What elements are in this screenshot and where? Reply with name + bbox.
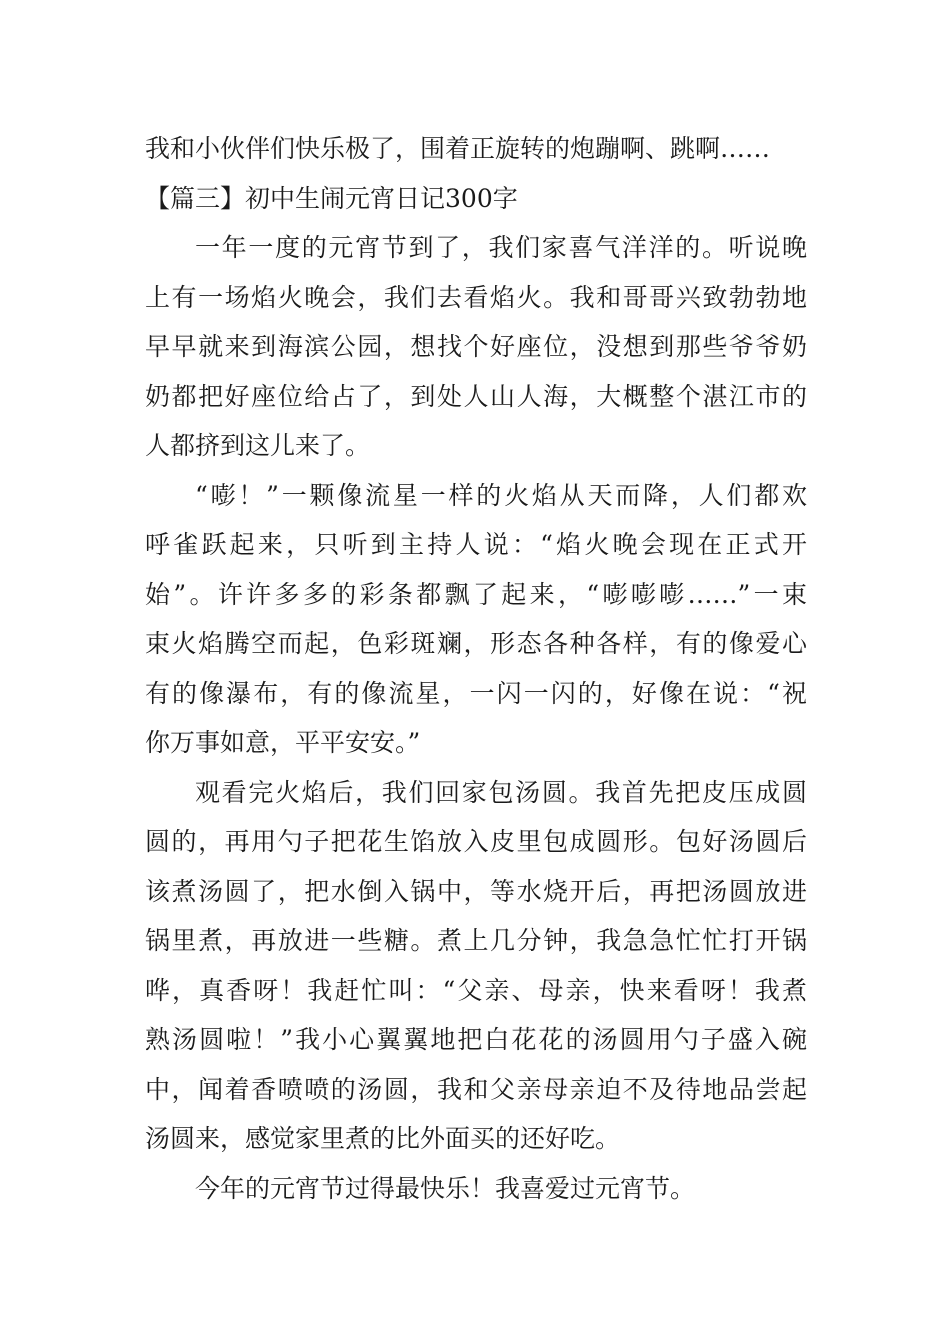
paragraph-line: 汤圆来，感觉家里煮的比外面买的还好吃。 <box>145 1124 621 1153</box>
paragraph-2 <box>145 471 807 768</box>
section-heading: 【篇三】初中生闹元宵日记300字 <box>145 183 518 213</box>
paragraph-line: 你万事如意，平平安安。” <box>145 728 421 757</box>
paragraph-line: 奶都把好座位给占了，到处人山人海，大概整个湛江市的 <box>145 381 807 411</box>
paragraph-line: 该煮汤圆了，把水倒入锅中，等水烧开后，再把汤圆放进 <box>145 876 807 906</box>
paragraph-4 <box>145 1164 807 1214</box>
paragraph-line: 早早就来到海滨公园，想找个好座位，没想到那些爷爷奶 <box>145 332 807 361</box>
continuation-line: 我和小伙伴们快乐极了，围着正旋转的炮蹦啊、跳啊…… <box>145 134 771 163</box>
paragraph-line: 始”。许许多多的彩条都飘了起来，“嘭嘭嘭……”一束 <box>145 579 807 609</box>
paragraph-line: 一年一度的元宵节到了，我们家喜气洋洋的。听说晚 <box>195 233 807 262</box>
paragraph-line: 哗，真香呀！我赶忙叫：“父亲、母亲，快来看呀！我煮 <box>145 975 807 1005</box>
paragraph-line: 圆的，再用勺子把花生馅放入皮里包成圆形。包好汤圆后 <box>145 827 807 856</box>
paragraph-line: 观看完火焰后，我们回家包汤圆。我首先把皮压成圆 <box>195 777 807 807</box>
paragraph-3 <box>145 768 807 1164</box>
paragraph-line: 中，闻着香喷喷的汤圆，我和父亲母亲迫不及待地品尝起 <box>145 1074 807 1104</box>
document-body <box>145 124 807 1213</box>
paragraph-line: 束火焰腾空而起，色彩斑斓，形态各种各样，有的像爱心 <box>145 629 807 658</box>
paragraph-line: 人都挤到这儿来了。 <box>145 431 371 460</box>
paragraph-1 <box>145 223 807 471</box>
paragraph-line: 熟汤圆啦！”我小心翼翼地把白花花的汤圆用勺子盛入碗 <box>145 1025 807 1054</box>
paragraph-line: “嘭！”一颗像流星一样的火焰从天而降，人们都欢 <box>195 480 807 510</box>
paragraph-line: 锅里煮，再放进一些糖。煮上几分钟，我急急忙忙打开锅 <box>145 926 807 955</box>
paragraph-line: 呼雀跃起来，只听到主持人说：“焰火晚会现在正式开 <box>145 530 807 559</box>
paragraph-line: 上有一场焰火晚会，我们去看焰火。我和哥哥兴致勃勃地 <box>145 282 807 312</box>
paragraph-line: 有的像瀑布，有的像流星，一闪一闪的，好像在说：“祝 <box>145 678 807 708</box>
paragraph-line: 今年的元宵节过得最快乐！我喜爱过元宵节。 <box>195 1173 696 1203</box>
